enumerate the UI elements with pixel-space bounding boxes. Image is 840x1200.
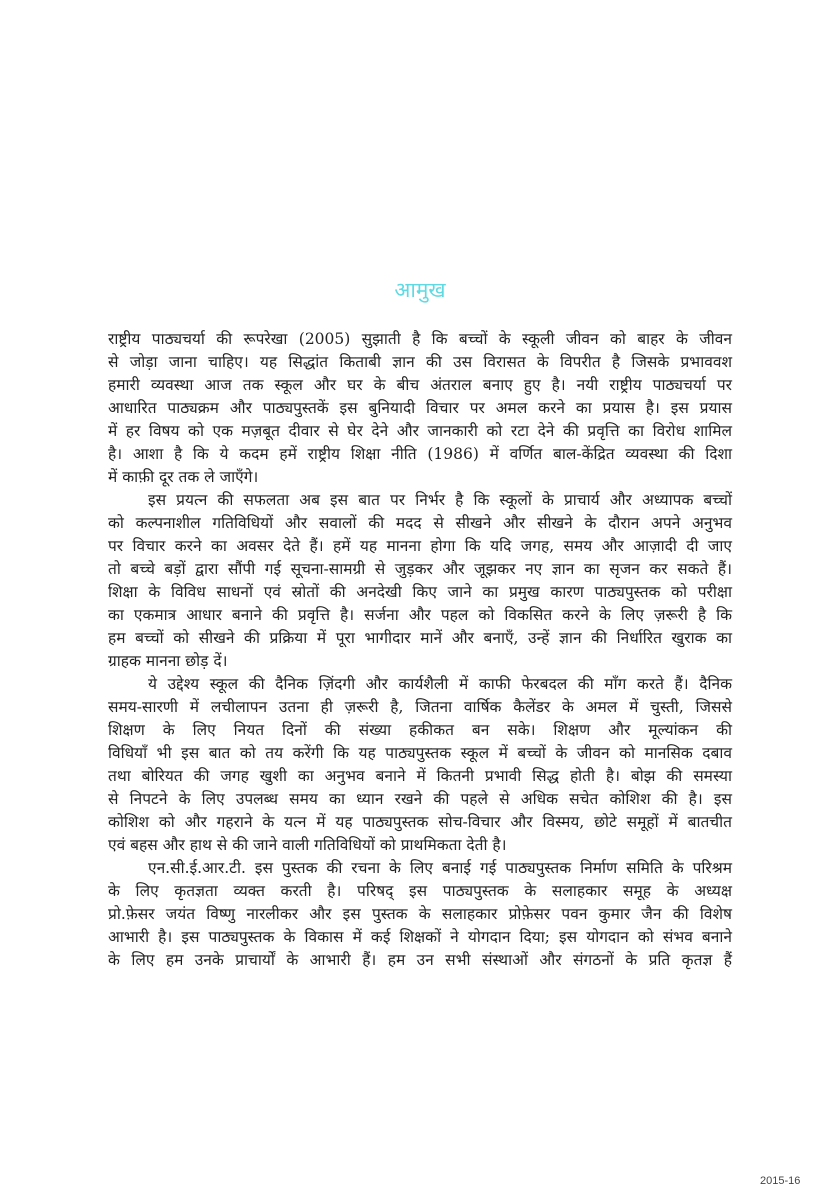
text-line: तथा बोरियत की जगह खुशी का अनुभव बनाने में कितनी प्रभावी सिद्ध होती है। बोझ की समस्या xyxy=(108,767,732,785)
page-title: आमुख xyxy=(394,278,446,302)
text-line: प्रो.फ़ेसर जयंत विष्णु नारलीकर और इस पुस्तक के सलाहकार प्रोफ़ेसर पवन कुमार जैन की विशेष xyxy=(108,905,732,923)
text-line: शिक्षण के लिए नियत दिनों की संख्या हकीकत बन सके। शिक्षण और मूल्यांकन की xyxy=(108,721,732,739)
text-line: तो बच्चे बड़ों द्वारा सौंपी गई सूचना-सामग्री से जुड़कर और जूझकर नए ज्ञान का सृजन कर सकते हैं। xyxy=(108,560,732,578)
text-line: शिक्षा के विविध साधनों एवं स्रोतों की अनदेखी किए जाने का प्रमुख कारण पाठ्यपुस्तक को परीक्षा xyxy=(108,583,732,601)
text-line: इस प्रयत्न की सफलता अब इस बात पर निर्भर है कि स्कूलों के प्राचार्य और अध्यापक बच्चों xyxy=(148,491,732,509)
text-line: में काफ़ी दूर तक ले जाएँगे। xyxy=(108,468,259,486)
text-line: का एकमात्र आधार बनाने की प्रवृत्ति है। सर्जना और पहल को विकसित करने के लिए ज़रूरी है कि xyxy=(108,606,732,624)
text-line: के लिए हम उनके प्राचार्यों के आभारी हैं। हम उन सभी संस्थाओं और संगठनों के प्रति कृतज्ञ हैं xyxy=(108,951,732,969)
text-line: से जोड़ा जाना चाहिए। यह सिद्धांत किताबी ज्ञान की उस विरासत के विपरीत है जिसके प्रभाववश xyxy=(108,353,732,371)
text-line: विधियाँ भी इस बात को तय करेंगी कि यह पाठ्यपुस्तक स्कूल में बच्चों के जीवन को मानसिक दबाव xyxy=(108,744,732,762)
text-line: को कल्पनाशील गतिविधियों और सवालों की मदद से सीखने और सीखने के दौरान अपने अनुभव xyxy=(108,514,732,532)
text-line: हम बच्चों को सीखने की प्रक्रिया में पूरा भागीदार मानें और बनाएँ, उन्हें ज्ञान की निर्धारित खुराक का xyxy=(108,629,732,647)
paragraph xyxy=(108,328,732,489)
text-line: आभारी है। इस पाठ्यपुस्तक के विकास में कई शिक्षकों ने योगदान दिया; इस योगदान को संभव बनाने xyxy=(108,928,732,946)
text-line: है। आशा है कि ये कदम हमें राष्ट्रीय शिक्षा नीति (1986) में वर्णित बाल-केंद्रित व्यवस्था की दिशा xyxy=(108,445,732,463)
text-line: ग्राहक मानना छोड़ दें। xyxy=(108,652,228,670)
text-line: एन.सी.ई.आर.टी. इस पुस्तक की रचना के लिए बनाई गई पाठ्यपुस्तक निर्माण समिति के परिश्रम xyxy=(148,859,732,877)
page-footer-year: 2015-16 xyxy=(760,1175,801,1187)
text-line: ये उद्देश्य स्कूल की दैनिक ज़िंदगी और कार्यशैली में काफी फेरबदल की माँग करते हैं। दैनिक xyxy=(148,675,732,693)
text-line: हमारी व्यवस्था आज तक स्कूल और घर के बीच अंतराल बनाए हुए है। नयी राष्ट्रीय पाठ्यचर्या पर xyxy=(108,376,732,394)
text-line: समय-सारणी में लचीलापन उतना ही ज़रूरी है, जितना वार्षिक कैलेंडर के अमल में चुस्ती, जिससे xyxy=(108,698,732,716)
text-line: राष्ट्रीय पाठ्यचर्या की रूपरेखा (2005) सुझाती है कि बच्चों के स्कूली जीवन को बाहर के जीवन xyxy=(108,330,732,348)
paragraph xyxy=(108,673,732,857)
paragraph xyxy=(108,857,732,972)
text-line: एवं बहस और हाथ से की जाने वाली गतिविधियों को प्राथमिकता देती है। xyxy=(108,836,507,854)
text-line: पर विचार करने का अवसर देते हैं। हमें यह मानना होगा कि यदि जगह, समय और आज़ादी दी जाए xyxy=(108,537,732,555)
document-body xyxy=(108,328,732,972)
text-line: से निपटने के लिए उपलब्ध समय का ध्यान रखने की पहले से अधिक सचेत कोशिश की है। इस xyxy=(108,790,732,808)
text-line: के लिए कृतज्ञता व्यक्त करती है। परिषद् इस पाठ्यपुस्तक के सलाहकार समूह के अध्यक्ष xyxy=(108,882,732,900)
text-line: कोशिश को और गहराने के यत्न में यह पाठ्यपुस्तक सोच-विचार और विस्मय, छोटे समूहों में बातचीत xyxy=(108,813,732,831)
paragraph xyxy=(108,489,732,673)
text-line: आधारित पाठ्यक्रम और पाठ्यपुस्तकें इस बुनियादी विचार पर अमल करने का प्रयास है। इस प्रयास xyxy=(108,399,732,417)
text-line: में हर विषय को एक मज़बूत दीवार से घेर देने और जानकारी को रटा देने की प्रवृत्ति का विरोध शामिल xyxy=(108,422,732,440)
